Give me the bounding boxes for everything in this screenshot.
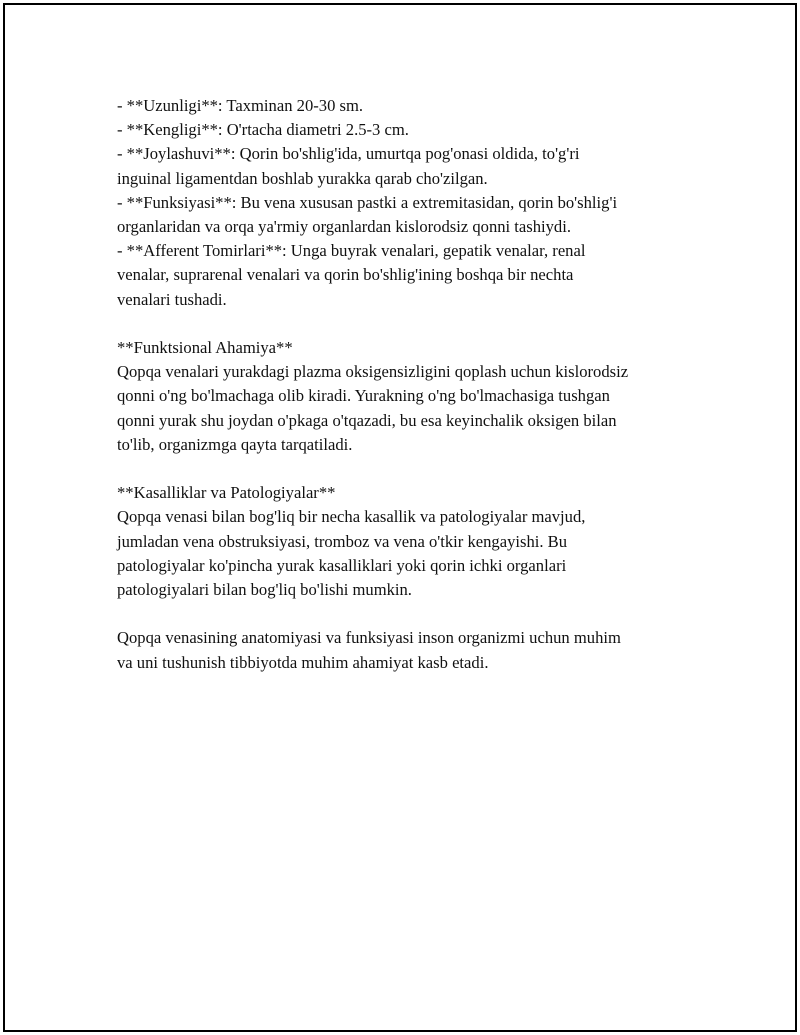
detail-line: - **Uzunligi**: Taxminan 20-30 sm. (117, 96, 364, 115)
detail-line: - **Kengligi**: O'rtacha diametri 2.5-3 cm. (117, 120, 409, 140)
detail-line: inguinal ligamentdan boshlab yurakka qarab cho'zilgan. (117, 168, 488, 188)
paragraph-gap (117, 312, 697, 336)
paragraph-line: qonni o'ng bo'lmachaga olib kiradi. Yurakning o'ng bo'lmachasiga tushgan (117, 386, 610, 406)
detail-line: organlaridan va orqa ya'rmiy organlardan kislorodsiz qonni tashiydi. (117, 217, 571, 237)
detail-line: - **Funksiyasi**: Bu vena xususan pastki a extremitasidan, qorin bo'shlig'i (117, 192, 618, 212)
section-heading: **Funktsional Ahamiya** (117, 338, 293, 358)
paragraph-line: qonni yurak shu joydan o'pkaga o'tqazadi, bu esa keyinchalik oksigen bilan (117, 410, 617, 430)
section-diseases (117, 481, 697, 602)
paragraph-line: Qopqa venalari yurakdagi plazma oksigensizligini qoplash uchun kislorodsiz (117, 362, 629, 382)
paragraph-line: Qopqa venasining anatomiyasi va funksiyasi inson organizmi uchun muhim (117, 628, 621, 648)
detail-line: - **Joylashuvi**: Qorin bo'shlig'ida, umurtqa pog'onasi oldida, to'g'ri (117, 144, 580, 164)
document-body (117, 94, 697, 675)
paragraph-line: jumladan vena obstruksiyasi, tromboz va vena o'tkir kengayishi. Bu (117, 531, 568, 551)
paragraph-line: va uni tushunish tibbiyotda muhim ahamiyat kasb etadi. (117, 652, 489, 672)
section-heading: **Kasalliklar va Patologiyalar** (117, 483, 336, 503)
paragraph-line: patologiyalar ko'pincha yurak kasalliklari yoki qorin ichki organlari (117, 555, 567, 575)
conclusion-paragraph (117, 626, 697, 674)
paragraph-line: Qopqa venasi bilan bog'liq bir necha kasallik va patologiyalar mavjud, (117, 507, 586, 527)
detail-line: - **Afferent Tomirlari**: Unga buyrak venalari, gepatik venalar, renal (117, 241, 586, 261)
paragraph-gap (117, 602, 697, 626)
detail-line: venalari tushadi. (117, 289, 227, 309)
section-functional-importance (117, 336, 697, 457)
detail-line: venalar, suprarenal venalari va qorin bo'shlig'ining boshqa bir nechta (117, 265, 574, 285)
details-list (117, 94, 697, 312)
paragraph-line: to'lib, organizmga qayta tarqatiladi. (117, 434, 353, 454)
paragraph-line: patologiyalari bilan bog'liq bo'lishi mumkin. (117, 580, 412, 600)
paragraph-gap (117, 457, 697, 481)
